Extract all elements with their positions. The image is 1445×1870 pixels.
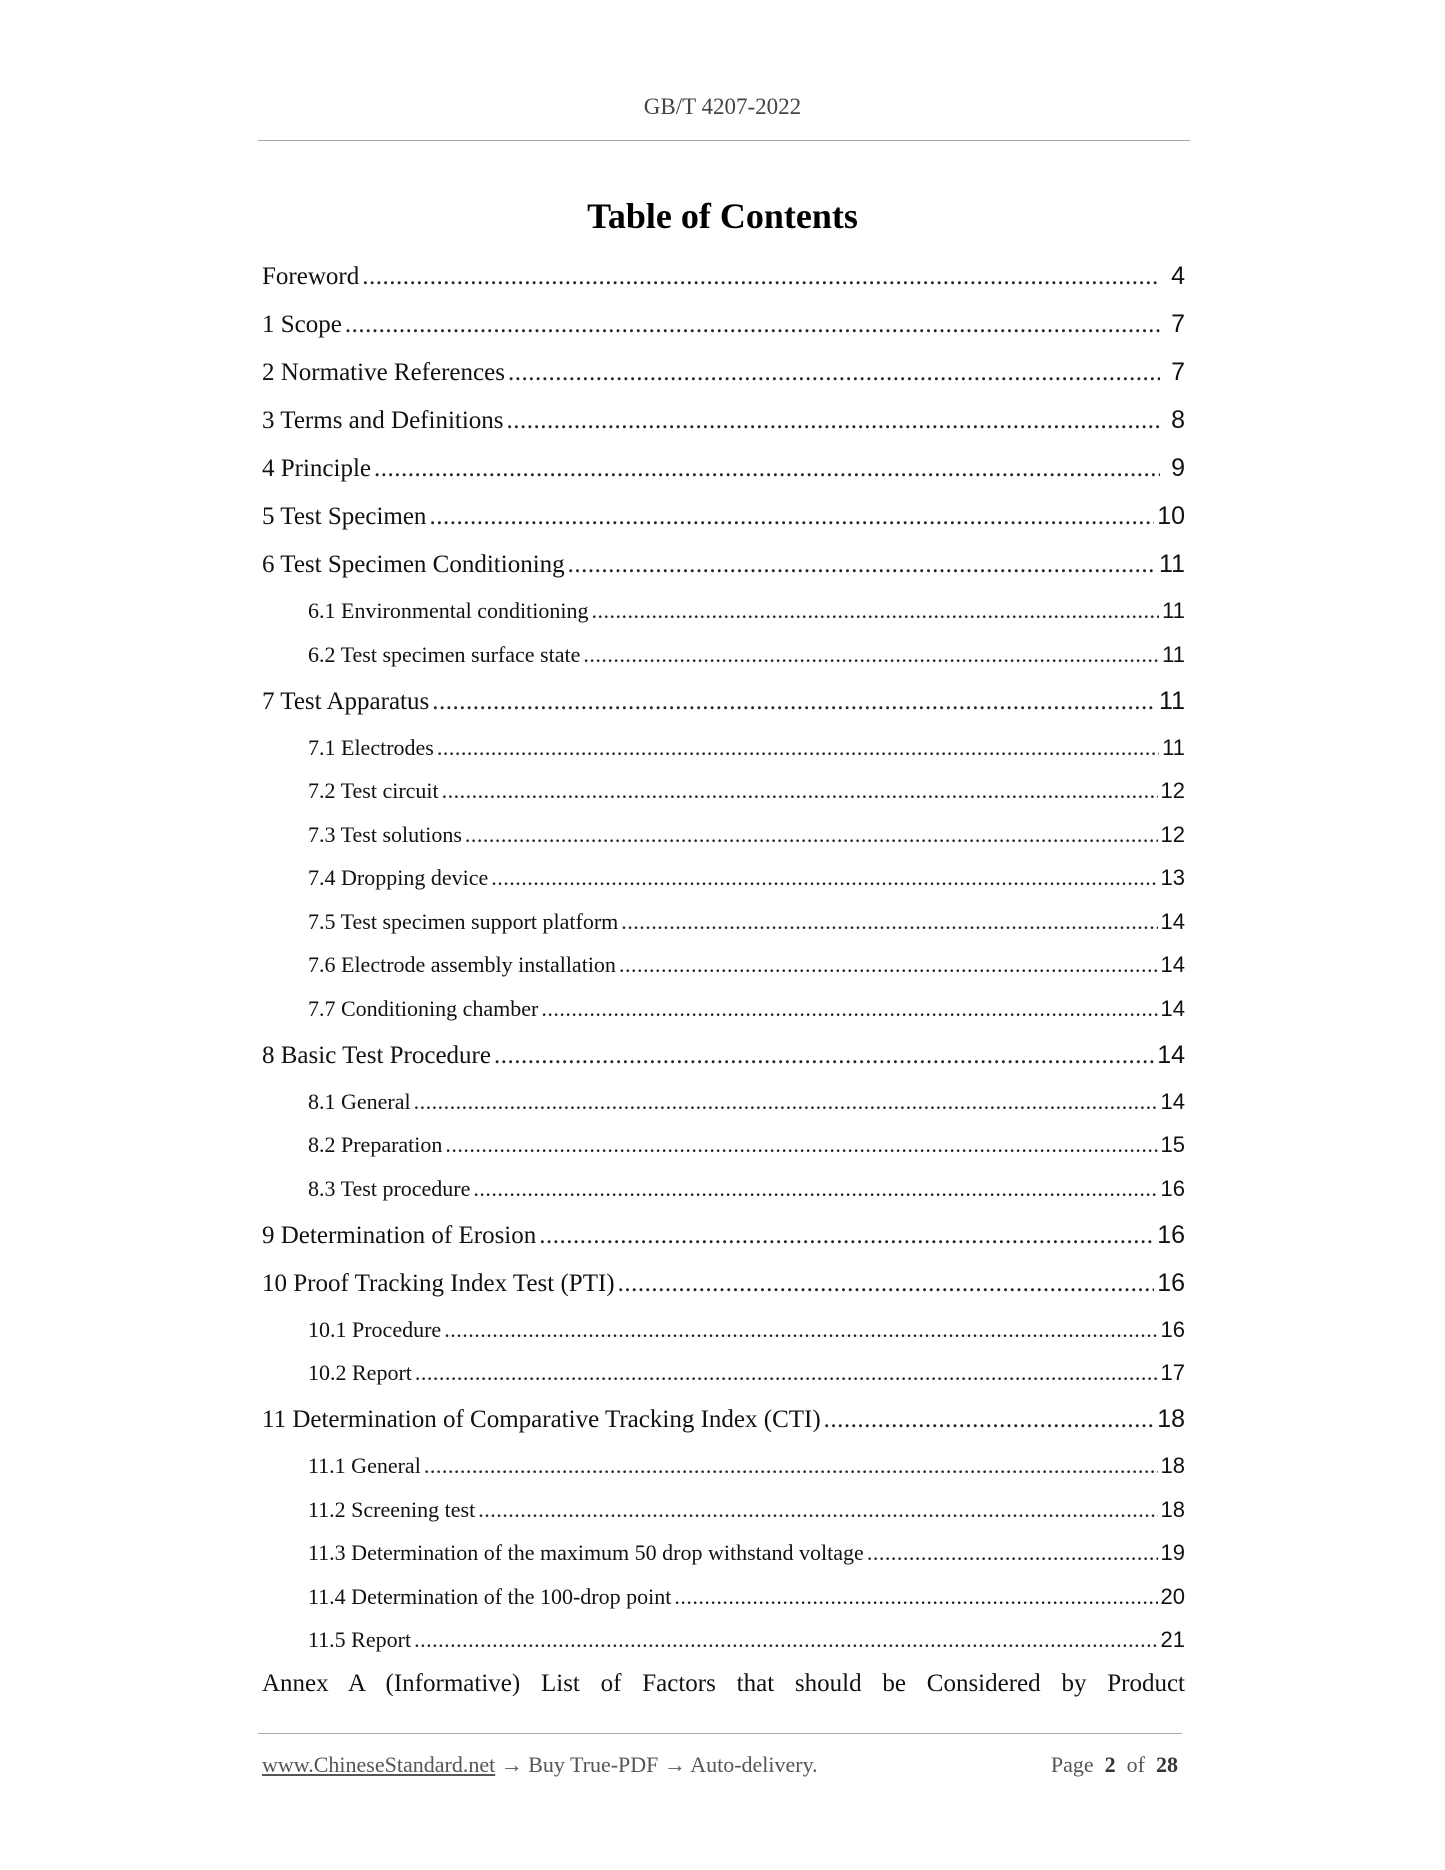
footer-divider xyxy=(258,1733,1182,1734)
toc-entry-page: 18 xyxy=(1160,1453,1185,1478)
toc-entry[interactable] xyxy=(262,1317,1185,1361)
toc-entry-page: 20 xyxy=(1160,1583,1185,1609)
toc-entry-page: 18 xyxy=(1160,1496,1185,1522)
toc-entry-label: 8.1 General xyxy=(308,1088,411,1114)
toc-dot-leader xyxy=(437,735,1159,761)
toc-entry-page: 21 xyxy=(1160,1627,1185,1652)
document-id: GB/T 4207-2022 xyxy=(643,94,802,119)
toc-entry-label: 2 Normative References xyxy=(262,359,505,386)
toc-entry[interactable] xyxy=(262,1627,1185,1672)
toc-entry-label: 10.1 Procedure xyxy=(308,1316,442,1342)
toc-entry-page: 14 xyxy=(1160,908,1185,934)
toc-entry-label: 11.4 Determination of the 100-drop point xyxy=(308,1583,672,1609)
toc-entry[interactable] xyxy=(262,778,1185,822)
toc-entry-page: 16 xyxy=(1160,1175,1185,1201)
toc-entry-label: 6.2 Test specimen surface state xyxy=(308,641,581,667)
toc-entry-label: 11 Determination of Comparative Tracking Index (CTI) xyxy=(262,1406,821,1433)
toc-entry-page: 19 xyxy=(1160,1540,1185,1565)
toc-dot-leader xyxy=(568,551,1156,579)
toc-entry-label: 6.1 Environmental conditioning xyxy=(308,598,589,623)
toc-entry-page: 13 xyxy=(1160,865,1185,890)
toc-entry[interactable] xyxy=(262,996,1185,1041)
toc-entry[interactable] xyxy=(262,1540,1185,1584)
toc-dot-leader xyxy=(473,1176,1157,1202)
toc-entry[interactable] xyxy=(262,1089,1185,1133)
toc-entry[interactable] xyxy=(262,502,1185,550)
toc-entry-label: 8 Basic Test Procedure xyxy=(262,1041,491,1069)
toc-title: Table of Contents xyxy=(587,196,858,236)
toc-entry-page: 12 xyxy=(1160,778,1185,803)
toc-entry-page: 14 xyxy=(1160,952,1185,977)
toc-entry[interactable] xyxy=(262,1041,1185,1089)
toc-dot-leader xyxy=(415,1360,1158,1386)
toc-entry[interactable] xyxy=(262,1405,1185,1453)
toc-entry-page: 16 xyxy=(1160,1316,1185,1342)
toc-entry-label: 4 Principle xyxy=(262,455,372,482)
promo-text: → Buy True-PDF → Auto-delivery. xyxy=(500,1752,818,1777)
toc-dot-leader xyxy=(867,1540,1158,1566)
toc-entry[interactable] xyxy=(262,550,1185,598)
toc-entry-page: 7 xyxy=(1171,310,1185,338)
page-total: 28 xyxy=(1156,1752,1178,1777)
toc-dot-leader xyxy=(591,598,1159,624)
toc-entry-label: 5 Test Specimen xyxy=(262,503,427,530)
toc-entry-page: 11 xyxy=(1159,686,1185,715)
page-footer xyxy=(262,1752,1182,1778)
toc-dot-leader xyxy=(374,455,1160,483)
toc-dot-leader xyxy=(491,865,1157,891)
toc-entry-label: 1 Scope xyxy=(262,311,342,338)
toc-entry-label: 11.5 Report xyxy=(308,1627,412,1652)
toc-entry[interactable] xyxy=(262,952,1185,996)
toc-dot-leader xyxy=(541,996,1157,1022)
toc-entry[interactable] xyxy=(262,687,1185,735)
toc-dot-leader xyxy=(432,688,1156,716)
toc-entry[interactable] xyxy=(262,1453,1185,1497)
toc-entry-label: 11.3 Determination of the maximum 50 drop withstand voltage xyxy=(308,1540,864,1565)
toc-entry-page: 14 xyxy=(1157,1040,1185,1069)
toc-entry[interactable] xyxy=(262,822,1185,866)
toc-dot-leader xyxy=(824,1406,1155,1434)
toc-entry-label: 7.6 Electrode assembly installation xyxy=(308,952,616,977)
toc-entry-label: 11.1 General xyxy=(308,1453,421,1478)
toc-entry[interactable] xyxy=(262,1176,1185,1221)
toc-dot-leader xyxy=(345,311,1160,339)
toc-entry[interactable] xyxy=(262,262,1185,310)
toc-entry[interactable] xyxy=(262,1584,1185,1628)
site-link[interactable]: www.ChineseStandard.net xyxy=(262,1752,496,1777)
toc-entry-label: 3 Terms and Definitions xyxy=(262,407,504,434)
toc-dot-leader xyxy=(618,1270,1155,1298)
toc-dot-leader xyxy=(444,1317,1157,1343)
toc-entry-page: 11 xyxy=(1162,598,1185,623)
toc-entry-page: 4 xyxy=(1171,262,1185,290)
toc-entry[interactable] xyxy=(262,1269,1185,1317)
toc-entry-page: 12 xyxy=(1160,821,1185,847)
toc-entry-page: 16 xyxy=(1157,1220,1185,1249)
toc-entry[interactable] xyxy=(262,454,1185,502)
toc-entry[interactable] xyxy=(262,642,1185,687)
toc-dot-leader xyxy=(442,778,1158,804)
toc-entry-page: 14 xyxy=(1160,1088,1185,1114)
toc-entry-label: 7.7 Conditioning chamber xyxy=(308,995,539,1021)
page-indicator xyxy=(1051,1752,1178,1778)
toc-entry-page: 17 xyxy=(1160,1360,1185,1385)
toc-entry-page: 11 xyxy=(1159,550,1185,578)
toc-entry-label: 11.2 Screening test xyxy=(308,1496,476,1522)
toc-dot-leader xyxy=(414,1627,1157,1653)
toc-dot-leader xyxy=(414,1089,1158,1115)
toc-entry-label: Foreword xyxy=(262,263,360,290)
toc-entry[interactable] xyxy=(262,406,1185,454)
toc-entry-label: 7.1 Electrodes xyxy=(308,734,434,760)
toc-entry[interactable] xyxy=(262,1497,1185,1541)
toc-entry-label: 8.3 Test procedure xyxy=(308,1175,471,1201)
header-divider xyxy=(258,140,1190,141)
toc-list xyxy=(262,262,1185,1672)
toc-entry-label: 10 Proof Tracking Index Test (PTI) xyxy=(262,1269,615,1297)
toc-entry-page: 16 xyxy=(1157,1268,1185,1297)
toc-entry-page: 15 xyxy=(1160,1132,1185,1157)
toc-entry-page: 14 xyxy=(1160,995,1185,1021)
toc-entry-page: 11 xyxy=(1162,641,1185,667)
toc-entry-page: 8 xyxy=(1171,406,1185,434)
toc-dot-leader xyxy=(508,359,1160,387)
toc-entry[interactable] xyxy=(262,1360,1185,1405)
toc-dot-leader xyxy=(424,1453,1158,1479)
toc-entry-label: 7.2 Test circuit xyxy=(308,778,439,803)
toc-entry-page: 18 xyxy=(1157,1405,1185,1433)
toc-entry-page: 7 xyxy=(1171,358,1185,386)
page-prefix: Page xyxy=(1050,1752,1094,1777)
page-of: of xyxy=(1126,1752,1145,1777)
toc-entry[interactable] xyxy=(262,909,1185,953)
toc-entry[interactable] xyxy=(262,865,1185,909)
toc-dot-leader xyxy=(465,822,1158,848)
toc-entry-annex-a[interactable]: Annex A (Informative) List of Factors that should be Considered by Product xyxy=(262,1670,1185,1697)
toc-dot-leader xyxy=(619,952,1158,978)
toc-entry-label: 10.2 Report xyxy=(308,1360,412,1385)
toc-entry-label: 7.4 Dropping device xyxy=(308,865,489,890)
toc-entry[interactable] xyxy=(262,735,1185,779)
toc-entry[interactable] xyxy=(262,358,1185,406)
toc-dot-leader xyxy=(445,1132,1157,1158)
toc-entry[interactable] xyxy=(262,310,1185,358)
toc-entry-label: 7.3 Test solutions xyxy=(308,821,462,847)
toc-dot-leader xyxy=(478,1497,1157,1523)
toc-entry-label: 7.5 Test specimen support platform xyxy=(308,908,619,934)
toc-dot-leader xyxy=(583,642,1159,668)
toc-dot-leader xyxy=(362,263,1160,291)
toc-entry-label: 9 Determination of Erosion xyxy=(262,1221,537,1249)
toc-entry-label: 6 Test Specimen Conditioning xyxy=(262,551,565,578)
toc-entry[interactable] xyxy=(262,598,1185,642)
toc-dot-leader xyxy=(494,1042,1154,1070)
toc-entry[interactable] xyxy=(262,1221,1185,1269)
toc-entry[interactable] xyxy=(262,1132,1185,1176)
page-current: 2 xyxy=(1104,1752,1116,1777)
toc-entry-page: 11 xyxy=(1162,734,1185,760)
toc-dot-leader xyxy=(507,407,1160,435)
toc-dot-leader xyxy=(621,909,1157,935)
toc-entry-label: 8.2 Preparation xyxy=(308,1132,443,1157)
toc-entry-page: 9 xyxy=(1171,454,1185,482)
toc-dot-leader xyxy=(429,503,1154,531)
toc-dot-leader xyxy=(539,1222,1154,1250)
toc-entry-label: 7 Test Apparatus xyxy=(262,687,430,715)
toc-dot-leader xyxy=(674,1584,1157,1610)
toc-entry-page: 10 xyxy=(1157,502,1185,530)
